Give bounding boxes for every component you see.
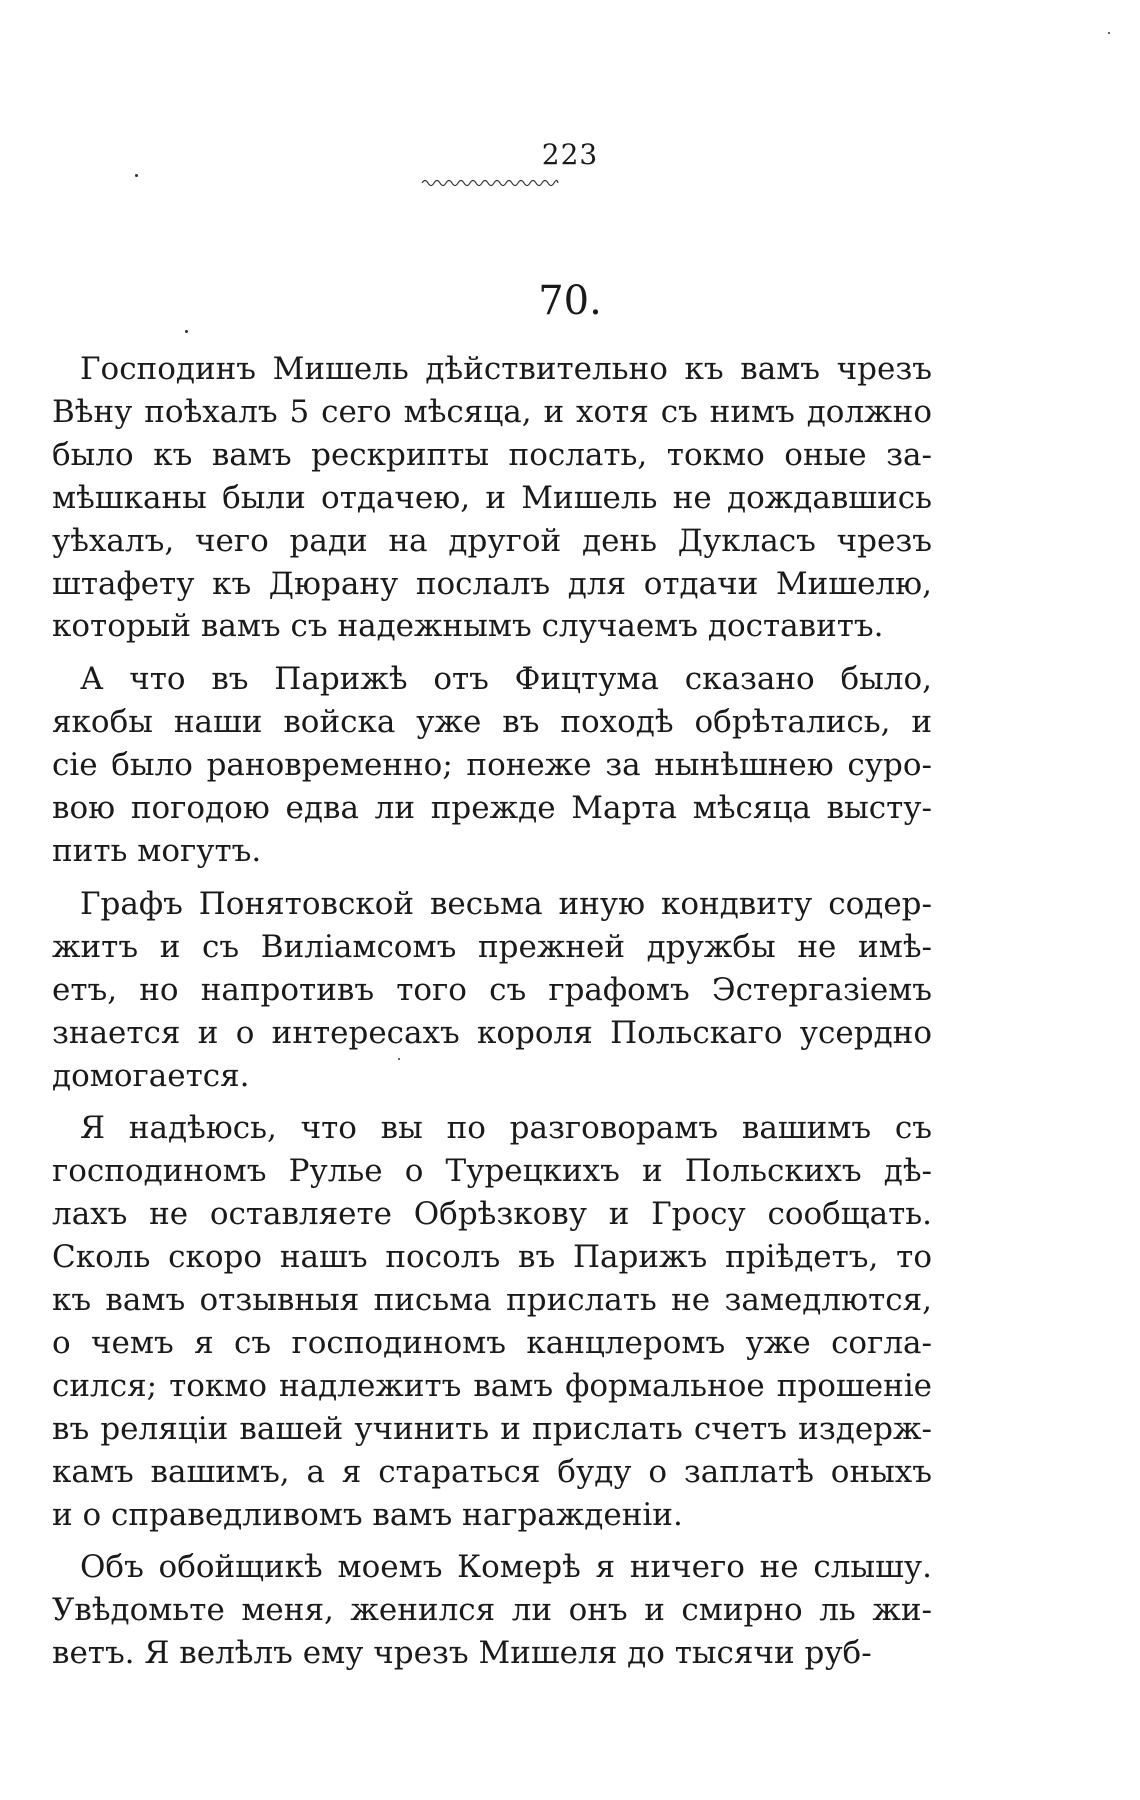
text-line: пить могутъ. bbox=[52, 832, 262, 869]
text-line: Графъ Понятовской весьма иную кондвиту содер- bbox=[80, 885, 932, 922]
text-line: въ реляціи вашей учинить и прислать счетъ издерж- bbox=[52, 1410, 932, 1447]
text-line: житъ и съ Виліамсомъ прежней дружбы не имѣ- bbox=[52, 928, 932, 965]
text-line: Я надѣюсь, что вы по разговорамъ вашимъ съ bbox=[80, 1110, 932, 1147]
text-line: мѣшканы были отдачею, и Мишель не дождавшись bbox=[52, 479, 932, 516]
text-line: было къ вамъ рескрипты послать, токмо оные за- bbox=[52, 436, 932, 473]
text-line: Вѣну поѣхалъ 5 сего мѣсяца, и хотя съ нимъ должно bbox=[52, 393, 932, 430]
letter-body bbox=[52, 348, 932, 1685]
text-line: етъ, но напротивъ того съ графомъ Эстергазіемъ bbox=[52, 971, 932, 1008]
text-line: уѣхалъ, чего ради на другой день Дукласъ чрезъ bbox=[52, 522, 932, 559]
text-line: знается и о интересахъ короля Польскаго усердно bbox=[52, 1014, 932, 1051]
section-number: 70. bbox=[538, 278, 602, 324]
page-number: 223 bbox=[541, 138, 599, 171]
text-line: сіе было рановременно; понеже за нынѣшнею суро- bbox=[52, 747, 932, 784]
paragraph bbox=[52, 883, 932, 1098]
text-line: Объ обойщикѣ моемъ Комерѣ я ничего не слышу. bbox=[80, 1549, 932, 1586]
text-line: Господинъ Мишель дѣйствительно къ вамъ чрезъ bbox=[80, 351, 932, 387]
text-line: лахъ не оставляете Обрѣзкову и Гросу сообщать. bbox=[52, 1196, 932, 1233]
paragraph bbox=[52, 1107, 932, 1536]
print-speck bbox=[1108, 32, 1110, 34]
print-speck bbox=[398, 1058, 400, 1060]
text-line: А что въ Парижѣ отъ Фицтума сказано было, bbox=[80, 661, 932, 698]
text-line: сился; токмо надлежитъ вамъ формальное прошеніе bbox=[52, 1367, 932, 1404]
text-line: камъ вашимъ, а я стараться буду о заплатѣ оныхъ bbox=[52, 1453, 932, 1490]
text-line: господиномъ Рулье о Турецкихъ и Польскихъ дѣ- bbox=[52, 1153, 932, 1190]
paragraph bbox=[52, 1546, 932, 1675]
text-line: штафету къ Дюрану послалъ для отдачи Мишелю, bbox=[52, 565, 932, 602]
text-line: который вамъ съ надежнымъ случаемъ доставитъ. bbox=[52, 608, 884, 645]
paragraph bbox=[52, 348, 932, 648]
text-line: вою погодою едва ли прежде Марта мѣсяца высту- bbox=[52, 790, 932, 827]
text-line: и о справедливомъ вамъ награжденіи. bbox=[52, 1496, 683, 1533]
print-speck bbox=[135, 174, 138, 177]
text-line: Увѣдомьте меня, женился ли онъ и смирно ль жи- bbox=[52, 1592, 932, 1629]
wavy-rule-ornament bbox=[420, 176, 560, 190]
text-line: ветъ. Я велѣлъ ему чрезъ Мишеля до тысячи руб- bbox=[52, 1635, 872, 1672]
print-speck bbox=[185, 330, 188, 333]
text-line: Сколь скоро нашъ посолъ въ Парижъ пріѣдетъ, то bbox=[52, 1239, 932, 1276]
text-line: къ вамъ отзывныя письма прислать не замедлются, bbox=[52, 1282, 932, 1319]
text-line: о чемъ я съ господиномъ канцлеромъ уже согла- bbox=[52, 1324, 932, 1361]
text-line: якобы наши войска уже въ походѣ обрѣтались, и bbox=[52, 704, 932, 741]
text-line: домогается. bbox=[52, 1057, 250, 1094]
paragraph bbox=[52, 658, 932, 873]
